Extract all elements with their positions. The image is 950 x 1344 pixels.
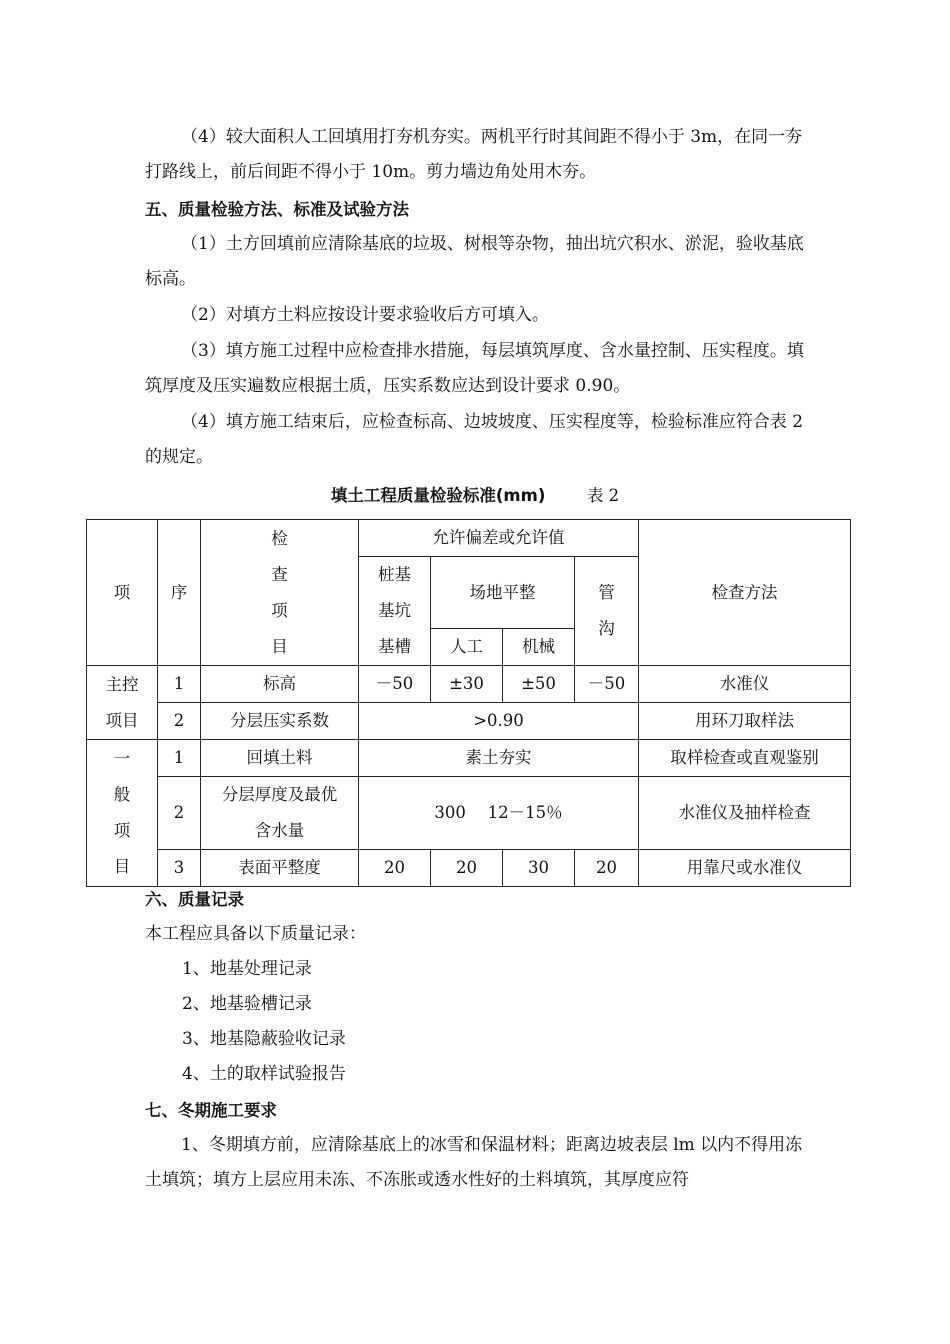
header-machine: 机械 — [503, 629, 575, 666]
cell-seq: 2 — [158, 703, 201, 740]
paragraph-5-1: （1）土方回填前应清除基底的垃圾、树根等杂物，抽出坑穴积水、淤泥，验收基底标高。 — [145, 234, 804, 289]
cell-pile: －50 — [359, 666, 431, 703]
cell-manual: 20 — [431, 850, 503, 887]
cell-merged-value: >0.90 — [359, 703, 639, 740]
cell-seq: 1 — [158, 666, 201, 703]
paragraph-5-3: （3）填方施工过程中应检查排水措施，每层填筑厚度、含水量控制、压实程度。填筑厚度及压实遍数应根据土质，压实系数应达到设计要求 0.90。 — [145, 341, 804, 396]
header-manual: 人工 — [431, 629, 503, 666]
cell-seq: 2 — [158, 777, 201, 850]
header-pile-line: 基槽 — [378, 637, 411, 656]
header-allowance: 允许偏差或允许值 — [359, 520, 639, 557]
group-main-line: 主控 — [105, 674, 139, 694]
header-method: 检查方法 — [639, 520, 851, 666]
cell-machine: ±50 — [503, 666, 575, 703]
group-general-line: 目 — [113, 857, 131, 876]
cell-pipe: －50 — [575, 666, 639, 703]
cell-pile: 20 — [359, 850, 431, 887]
cell-pipe: 20 — [575, 850, 639, 887]
cell-method: 用环刀取样法 — [639, 703, 851, 740]
header-pipe-line: 管 — [598, 583, 615, 602]
cell-item: 标高 — [201, 666, 359, 703]
header-item: 项 — [87, 520, 158, 666]
paragraph-5-2: （2）对填方土料应按设计要求验收后方可填入。 — [181, 305, 549, 325]
cell-method: 水准仪 — [639, 666, 851, 703]
header-check-line: 查 — [271, 564, 288, 584]
group-general-line: 般 — [113, 785, 131, 804]
header-check-line: 检 — [271, 528, 288, 548]
records-intro: 本工程应具备以下质量记录： — [145, 924, 366, 944]
cell-item-line: 分层厚度及最优 — [221, 785, 338, 804]
header-pile-line: 桩基 — [378, 565, 411, 584]
group-general-line: 项 — [113, 821, 131, 840]
header-seq: 序 — [158, 520, 201, 666]
header-pipe-trench — [575, 557, 639, 666]
cell-method: 水准仪及抽样检查 — [639, 777, 851, 850]
cell-method: 取样检查或直观鉴别 — [639, 740, 851, 777]
header-site-leveling: 场地平整 — [431, 557, 575, 629]
cell-item: 回填土料 — [201, 740, 359, 777]
record-item: 3、地基隐蔽验收记录 — [182, 1029, 346, 1049]
header-check-line: 目 — [271, 636, 288, 656]
paragraph-7-1: 1、冬期填方前，应清除基底上的冰雪和保温材料；距离边坡表层 lm 以内不得用冻土填筑；填方上层应用未冻、不冻胀或透水性好的土料填筑，其厚度应符 — [145, 1135, 803, 1190]
paragraph-5-4: （4）填方施工结束后，应检查标高、边坡坡度、压实程度等，检验标准应符合表 2 的规定。 — [145, 412, 804, 467]
cell-merged-value: 300 12－15％ — [359, 777, 639, 850]
table-caption-number: 表 2 — [586, 486, 620, 505]
record-item: 4、土的取样试验报告 — [182, 1064, 346, 1084]
header-pile — [359, 557, 431, 666]
cell-seq: 1 — [158, 740, 201, 777]
header-pipe-line: 沟 — [598, 619, 615, 638]
cell-item — [201, 777, 359, 850]
header-check-line: 项 — [271, 600, 288, 620]
header-check-item — [201, 520, 359, 666]
group-main-control — [87, 666, 158, 740]
header-pile-line: 基坑 — [378, 601, 411, 620]
cell-manual: ±30 — [431, 666, 503, 703]
cell-method: 用靠尺或水准仪 — [639, 850, 851, 887]
table-caption-title: 填土工程质量检验标准(mm) — [330, 486, 546, 505]
section-heading-7: 七、冬期施工要求 — [145, 1101, 277, 1120]
table-caption — [0, 481, 950, 511]
record-item: 2、地基验槽记录 — [182, 994, 312, 1014]
group-general-line: 一 — [113, 749, 131, 768]
section-heading-5: 五、质量检验方法、标准及试验方法 — [145, 200, 409, 219]
group-general — [87, 740, 158, 887]
record-item: 1、地基处理记录 — [182, 959, 312, 979]
group-main-line: 项目 — [105, 710, 139, 730]
section-heading-6: 六、质量记录 — [145, 890, 244, 909]
paragraph-compaction: （4）较大面积人工回填用打夯机夯实。两机平行时其间距不得小于 3m，在同一夯打路线上，前后间距不得小于 10m。剪力墙边角处用木夯。 — [145, 127, 803, 182]
cell-machine: 30 — [503, 850, 575, 887]
inspection-standard-table — [86, 519, 851, 887]
cell-merged-value: 素土夯实 — [359, 740, 639, 777]
cell-item: 分层压实系数 — [201, 703, 359, 740]
cell-item: 表面平整度 — [201, 850, 359, 887]
cell-seq: 3 — [158, 850, 201, 887]
cell-item-line: 含水量 — [254, 821, 305, 840]
